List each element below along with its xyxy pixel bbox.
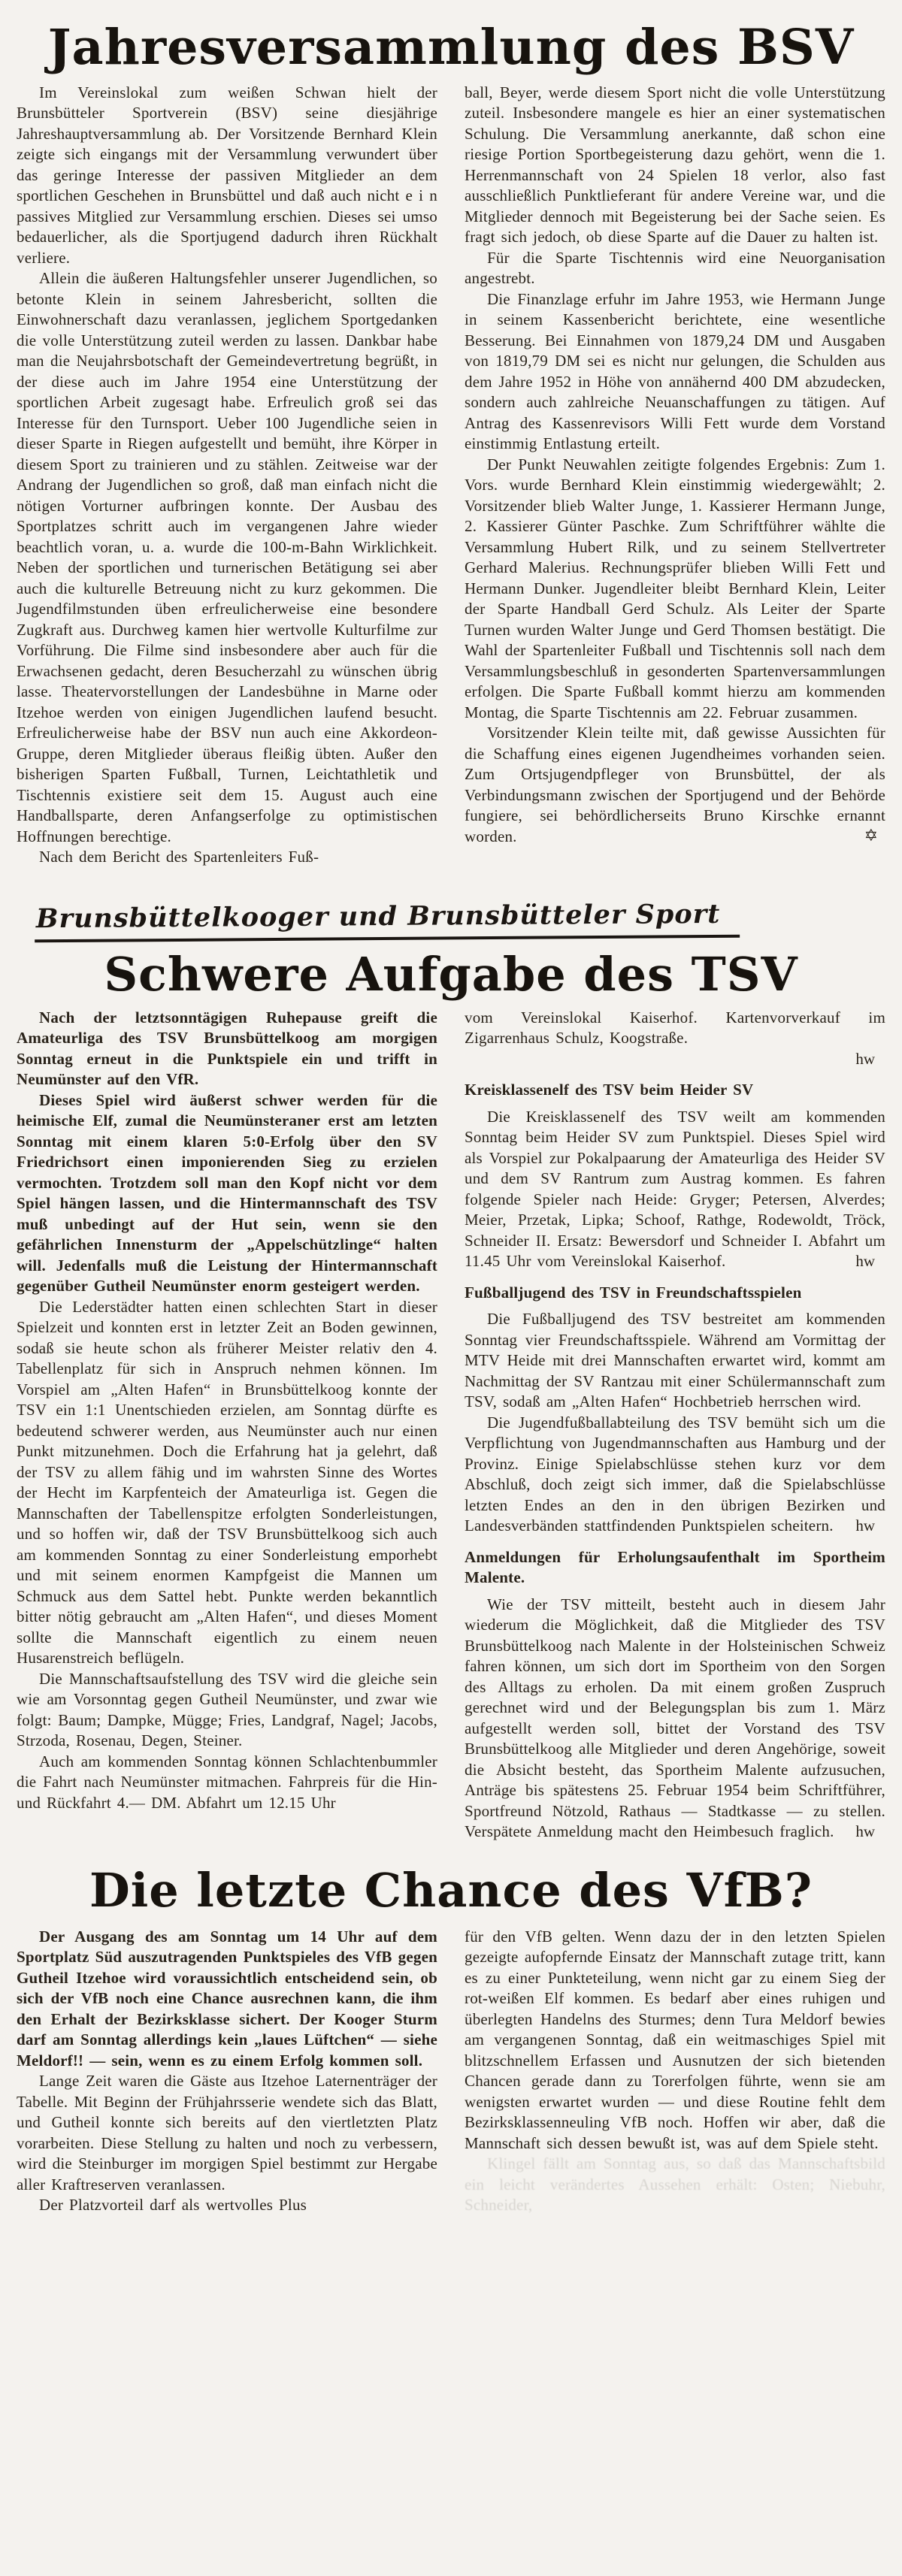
article-vfb [12,1927,890,2216]
headline-bsv: Jahresversammlung des BSV [47,19,855,76]
section-banner [35,898,890,940]
article-tsv [12,1008,890,1843]
tsv-column-right [465,1008,885,1843]
tsv-column-left [17,1008,437,1843]
bsv-column-left [17,83,437,868]
headline-tsv: Schwere Aufgabe des TSV [104,946,798,1002]
paragraph: ball, Beyer, werde diesem Sport nicht die volle Unterstützung zuteil. Insbesondere mangele es hier an einer systematischen Schulung. Die Versammlung anerkannte, daß schon eine riesige Portion Sportbegeisterung dazu gehört, wenn die 1. Herrenmannschaft von 24 Spielen 18 verlor, also fast ausschließlich Punktlieferant für andere Vereine war, und die Mitglieder dennoch mit Begeisterung bei der Sache seien. Es fragt sich jedoch, ob diese Sparte auf die Dauer zu halten ist. [465,83,885,246]
paragraph: Die Jugendfußballabteilung des TSV bemüht sich um die Verpflichtung von Jugendmannschaften aus Hamburg und der Provinz. Einige Spielabschlüsse stehen kurz vor dem Abschluß, doch zeigt sich immer, daß die Spielabschlüsse letzten Endes an den in den übrigen Bezirken und Landesverbänden stattfindenden Punktspielen scheitern. [465,1413,885,1535]
paragraph: Im Vereinslokal zum weißen Schwan hielt der Brunsbütteler Sportverein (BSV) seine diesjährige Jahreshauptversammlung ab. Der Vorsitzende Bernhard Klein zeigte sich eingangs mit der Versammlung verwundert über das geringe Interesse der passiven Mitglieder an dem sportlichen Geschehen in Brunsbüttel und daß auch nicht e i n passives Mitglied zur Versammlung erschien. Dieses sei umso bedauerlicher, als die Sportjugend dadurch ihren Rückhalt verliere. [17,83,437,267]
paragraph: Wie der TSV mitteilt, besteht auch in diesem Jahr wiederum die Möglichkeit, daß die Mitglieder des TSV Brunsbüttelkoog nach Malente in der Holsteinischen Schweiz fahren können, um sich dort im Sportheim von den Sorgen des Alltags zu erholen. Da mit einem großen Zuspruch gerechnet wird und der Belegungsplan bis zum 1. März aufgestellt werden soll, bittet der Vorstand des TSV Brunsbüttelkoog alle Mitglieder und deren Angehörige, soweit die Absicht besteht, das Sportheim Malente aufzusuchen, Anträge bis spätestens 25. Februar 1954 beim Schriftführer, Sportfreund Nötzold, Rathaus — Stadtkasse — zu stellen. Verspätete Anmeldung macht den Heimbesuch fraglich. [465,1595,885,1841]
author-initials: hw [855,1252,875,1271]
author-initials: hw [855,1049,875,1068]
bsv-column-right [465,83,885,868]
paragraph: Die Kreisklassenelf des TSV weilt am kommenden Sonntag beim Heider SV zum Punktspiel. Dieses Spiel wird als Vorspiel zur Pokalpaarung der Amateurliga des Heider SV und dem SV Rantrum zum Austrag kommen. Es fahren folgende Spieler nach Heide: Gryger; Petersen, Alverdes; Meier, Przetak, Lipka; Schoof, Rathge, Rodewoldt, Tröck, Schneider II. Ersatz: Bewersdorf und Schneider I. Abfahrt um 11.45 Uhr vom Vereinslokal Kaiserhof. [465,1107,885,1271]
paragraph: Lange Zeit waren die Gäste aus Itzehoe Laternenträger der Tabelle. Mit Beginn der Frühjahrsserie wendete sich das Blatt, und Gutheil konnte sich bereits auf den viertletzten Platz vorarbeiten. Diese Stellung zu halten und noch zu verbessern, wird die Steinburger im morgigen Spiel bestimmt zur Hergabe aller Kraftreserven veranlassen. [17,2072,437,2194]
lead-paragraph: Nach der letztsonntägigen Ruhepause greift die Amateurliga des TSV Brunsbüttelkoog am morgigen Sonntag erneut in die Punktspiele ein und trifft in Neumünster auf den VfR. [17,1008,437,1089]
paragraph: für den VfB gelten. Wenn dazu der in den letzten Spielen gezeigte aufopfernde Einsatz der Mannschaft zutage tritt, kann es zu einer Punkteteilung, wenn nicht gar zu einem Sieg der rot-weißen Elf kommen. Es bedarf aber eines ruhigen und überlegten Handelns des Sturmes; denn Tura Meldorf bewies am vergangenen Sonntag, daß ein weitmaschiges Spiel mit blitzschnellem Erfassen und Ausnutzen der sich bietenden Chancen gerade dann zu Torerfolgen führte, wenn sie am wenigsten erwartet wurden — und diese Routine fehlt dem Bezirksklassenneuling VfB noch. Hoffen wir aber, daß die Mannschaft sich dessen bewußt ist, was auf dem Spiele steht. [465,1927,885,2152]
article-bsv [12,83,890,868]
paragraph: Der Punkt Neuwahlen zeitigte folgendes Ergebnis: Zum 1. Vors. wurde Bernhard Klein einstimmig wiedergewählt; 2. Vorsitzender blieb Walter Junge, 1. Kassierer Hermann Junge, 2. Kassierer Günter Paschke. Zum Schriftführer wählte die Versammlung Hubert Rilk, und zu seinem Stellvertreter Gerhard Malerius. Rechnungsprüfer blieben Willi Fett und Hermann Dunker. Jugendleiter bleibt Bernhard Klein, Leiter der Sparte Handball Gerd Schulz. Als Leiter der Sparte Turnen wurden Walter Junge und Gerd Thomsen bestätigt. Die Wahl der Spartenleiter Fußball und Tischtennis soll nach dem Versammlungsbeschluß in gesonderten Spartenversammlungen erfolgen. Die Sparte Fußball kommt hierzu am kommenden Montag, die Sparte Tischtennis am 22. Februar zusammen. [465,455,885,721]
paragraph: Die Fußballjugend des TSV bestreitet am kommenden Sonntag vier Freundschaftsspiele. Während am Vormittag der MTV Heide mit drei Mannschaften erwartet wird, kommt am Nachmittag der SV Rantzau mit einer Schülermannschaft zum TSV, sodaß am „Alten Hafen“ Hochbetrieb herrschen wird. [465,1310,885,1411]
vfb-column-right [465,1927,885,2216]
paragraph: Nach dem Bericht des Spartenleiters Fuß- [39,848,319,866]
paragraph: Die Mannschaftsaufstellung des TSV wird die gleiche sein wie am Vorsonntag gegen Gutheil Neumünster, und zwar wie folgt: Baum; Dampke, Mügge; Fries, Landgraf, Nagel; Jacobs, Strzoda, Rosenau, Degen, Steiner. [17,1669,437,1750]
paragraph: vom Vereinslokal Kaiserhof. Kartenvorverkauf im Zigarrenhaus Schulz, Koogstraße. [465,1008,885,1048]
author-initials: hw [855,1822,875,1841]
paragraph: Die Lederstädter hatten einen schlechten Start in dieser Spielzeit und konnten erst in letzter Zeit an Boden gewinnen, sodaß sie heute schon als früherer Meister relativ den 4. Tabellenplatz für sich in Anspruch nehmen können. Im Vorspiel am „Alten Hafen“ in Brunsbüttelkoog konnte der TSV ein 1:1 Unentschieden erzielen, am Sonntag dürfte es bedeutend schwerer werden, aus Neumünster auch nur einen Punkt mitzunehmen. Doch die Erfahrung hat ja gelehrt, daß der TSV zu allem fähig und im wahrsten Sinne des Wortes der Hecht im Karpfenteich der Amateurliga ist. Gegen die Mannschaften der Tabellenspitze erfolgten Sonderleistungen, und so hoffen wir, daß der TSV Brunsbüttelkoog sich auch am kommenden Sonntag zu einer Sonderleistung emporhebt und mit seinem enormen Kampfgeist die Mannen um Schmuck aus dem Sattel hebt. Punkte werden bekanntlich bitter nötig gebraucht am „Alten Hafen“, und dieses Moment sollte die Mannschaft eigentlich zu einem neuen Husarenstreich beflügeln. [17,1297,437,1667]
lead-paragraph: Der Ausgang des am Sonntag um 14 Uhr auf dem Sportplatz Süd auszutragenden Punktspieles des VfB gegen Gutheil Itzehoe wird voraussichtlich entscheidend sein, ob sich der VfB noch eine Chance ausrechnen kann, die ihm den Erhalt der Bezirksklasse sichert. Der Kooger Sturm darf am Sonntag allerdings kein „laues Lüftchen“ — siehe Meldorf!! — sein, wenn es zu einem Erfolg kommen soll. [17,1927,437,2070]
subhead-erholungsaufenthalt: Anmeldungen für Erholungsaufenthalt im Sportheim Malente. [465,1547,885,1587]
paragraph: Für die Sparte Tischtennis wird eine Neuorganisation angestrebt. [465,248,885,287]
faded-print-remnant [465,2154,885,2216]
headline-vfb: Die letzte Chance des VfB? [89,1862,813,1918]
paragraph: Allein die äußeren Haltungsfehler unserer Jugendlichen, so betonte Klein in seinem Jahresbericht, sollten die Einwohnerschaft dazu veranlassen, jeglichem Sportgedanken die volle Unterstützung zuteil werden zu lassen. Dankbar habe man die Neujahrsbotschaft der Gemeindevertretung begrüßt, in der diese auch im Jahre 1954 eine Unterstützung der sportlichen Arbeit zugesagt habe. Erfreulich groß sei das Interesse für den Turnsport. Ueber 100 Jugendliche seien in dieser Sparte in Riegen aufgestellt und bemüht, ihre Körper in diesem Sport zu trainieren und zu stählen. Zeitweise war der Andrang der Jugendlichen so groß, daß man einfach nicht die nötigen Vorturner aufbringen konnte. Der Ausbau des Sportplatzes schritt auch im vergangenen Jahre wieder beachtlich voran, u. a. wurde die 100-m-Bahn Wirklichkeit. Neben der sportlichen und turnerischen Betätigung sei aber auch die kulturelle Betreuung nicht zu kurz gekommen. Die Jugendfilmstunden üben erfreulicherweise eine besondere Zugkraft aus. Durchweg kamen hier wertvolle Kulturfilme zur Vorführung. Die Filme sind insbesondere aber auch für die Erwachsenen gedacht, deren Besucherzahl zu wünschen übrig lasse. Theatervorstellungen der Landesbühne in Marne oder Itzehoe werden von einigen Jugendlichen laufend besucht. Erfreulicherweise habe der BSV nun auch eine Akkordeon-Gruppe, deren Mitglieder überaus fleißig übten. Außer den bisherigen Sparten Fußball, Turnen, Leichtathletik und Tischtennis existiere seit dem 15. August auch eine Handballsparte, deren Anfangserfolge zu optimistischen Hoffnungen berechtige. [17,269,437,845]
author-initials: hw [855,1516,875,1535]
paragraph: Der Platzvorteil darf als wertvolles Plus [39,2196,307,2215]
paragraph: Vorsitzender Klein teilte mit, daß gewisse Aussichten für die Schaffung eines eigenen Jugendheimes vorhanden seien. Zum Ortsjugendpfleger von Brunsbüttel, der als Verbindungsmann zwischen der Sportjugend und der Behörde fungiere, sei behördlicherseits Bruno Kirschke ernannt worden. [465,724,885,845]
faded-paragraph: Klingel fällt am Sonntag aus, so daß das Mannschaftsbild ein leicht verändertes Aussehen erhält: Osten; Niebuhr, Schneider, [465,2154,885,2215]
vfb-column-left [17,1927,437,2216]
paragraph: Die Finanzlage erfuhr im Jahre 1953, wie Hermann Junge in seinem Kassenbericht berichtete, eine wesentliche Besserung. Bei Einnahmen von 1879,24 DM und Ausgaben von 1819,79 DM sei es nicht nur gelungen, die Schulden aus dem Jahre 1952 in Höhe von annähernd 400 DM abzudecken, sondern auch zahlreiche Neuanschaffungen zu tätigen. Auf Antrag des Kassenrevisors Willi Fett wurde dem Vorstand einstimmig Entlastung erteilt. [465,289,885,452]
lead-paragraph: Dieses Spiel wird äußerst schwer werden für die heimische Elf, zumal die Neumünsteraner erst am letzten Sonntag mit einem klaren 5:0-Erfolg über den SV Friedrichsort einen imponierenden Sieg zu erzielen vermochten. Trotzdem soll man den Kopf nicht vor dem Spiel hängen lassen, und die Hintermannschaft des TSV muß unbedingt auf der Hut sein, wenn sie den gefährlichen Innensturm der „Appelschützlinge“ halten will. Jedenfalls muß die Leistung der Hintermannschaft gegenüber Gutheil Neumünster enorm gesteigert werden. [17,1090,437,1296]
subhead-fussballjugend: Fußballjugend des TSV in Freundschaftsspielen [465,1283,802,1302]
paragraph: Auch am kommenden Sonntag können Schlachtenbummler die Fahrt nach Neumünster mitmachen. Fahrpreis für die Hin- und Rückfahrt 4.— DM. Abfahrt um 12.15 Uhr [17,1752,437,1812]
section-banner-text: Brunsbüttelkooger und Brunsbütteler Sport [35,898,740,942]
subhead-kreisklassenelf: Kreisklassenelf des TSV beim Heider SV [465,1081,754,1099]
star-end-mark-icon: ✡ [864,826,878,845]
